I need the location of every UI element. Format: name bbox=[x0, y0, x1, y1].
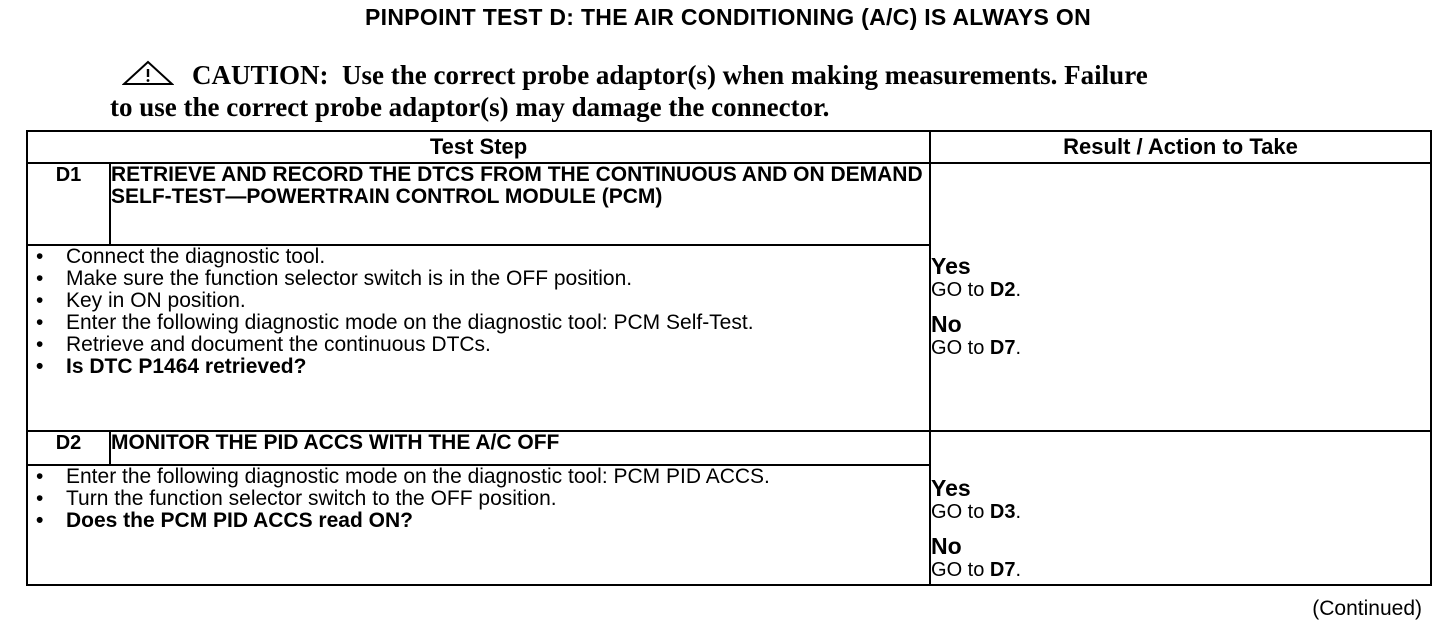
step-d1-result bbox=[930, 163, 1431, 431]
result-no-target: D7 bbox=[989, 559, 1016, 581]
page-title: PINPOINT TEST D: THE AIR CONDITIONING (A/C) IS ALWAYS ON bbox=[365, 4, 1091, 30]
result-no-target: D7 bbox=[989, 337, 1016, 359]
caution-label: CAUTION: bbox=[192, 60, 329, 90]
step-d2-bullets bbox=[28, 466, 929, 532]
step-code: D2 bbox=[27, 431, 110, 465]
caution-text-line2: to use the correct probe adaptor(s) may damage the connector. bbox=[110, 92, 830, 122]
step-code: D1 bbox=[27, 163, 110, 245]
step-d1-heading-row bbox=[27, 163, 1431, 245]
step-d2-body bbox=[27, 465, 930, 585]
step-d2-heading-row bbox=[27, 431, 1431, 465]
result-yes-target: D2 bbox=[989, 279, 1016, 301]
step-d1-bullets bbox=[28, 246, 929, 378]
step-question: • Does the PCM PID ACCS read ON? bbox=[28, 510, 929, 532]
list-item: • Turn the function selector switch to the OFF position. bbox=[28, 488, 929, 510]
warning-triangle-icon bbox=[122, 60, 174, 92]
table-header-row bbox=[27, 131, 1431, 163]
result-no-action: GO to D7. bbox=[931, 337, 1022, 359]
step-heading: MONITOR THE PID ACCS WITH THE A/C OFF bbox=[110, 431, 930, 465]
result-no-label: No bbox=[931, 311, 962, 337]
result-no-label: No bbox=[931, 533, 962, 559]
result-no-action: GO to D7. bbox=[931, 559, 1022, 581]
result-yes-action: GO to D3. bbox=[931, 501, 1022, 523]
list-item: • Enter the following diagnostic mode on the diagnostic tool: PCM Self-Test. bbox=[28, 312, 929, 334]
list-item: • Connect the diagnostic tool. bbox=[28, 246, 929, 268]
list-item: • Make sure the function selector switch is in the OFF position. bbox=[28, 268, 929, 290]
list-item: • Retrieve and document the continuous DTCs. bbox=[28, 334, 929, 356]
list-item: • Enter the following diagnostic mode on the diagnostic tool: PCM PID ACCS. bbox=[28, 466, 929, 488]
step-d2-result bbox=[930, 431, 1431, 585]
result-yes-action: GO to D2. bbox=[931, 279, 1022, 301]
list-item: • Key in ON position. bbox=[28, 290, 929, 312]
header-test-step: Test Step bbox=[27, 131, 930, 163]
step-d1-body bbox=[27, 245, 930, 431]
result-yes-label: Yes bbox=[931, 475, 971, 501]
header-result-action: Result / Action to Take bbox=[930, 131, 1431, 163]
step-heading: RETRIEVE AND RECORD THE DTCS FROM THE CONTINUOUS AND ON DEMAND SELF-TEST—POWERTRAIN CONTROL MODULE (PCM) bbox=[110, 163, 930, 245]
continued-note: (Continued) bbox=[1312, 597, 1422, 620]
pinpoint-test-table bbox=[26, 130, 1432, 586]
caution-notice bbox=[110, 60, 1360, 122]
result-yes-label: Yes bbox=[931, 253, 971, 279]
result-yes-target: D3 bbox=[989, 501, 1016, 523]
step-question: • Is DTC P1464 retrieved? bbox=[28, 356, 929, 378]
caution-text-line1: Use the correct probe adaptor(s) when making measurements. Failure bbox=[342, 60, 1148, 90]
